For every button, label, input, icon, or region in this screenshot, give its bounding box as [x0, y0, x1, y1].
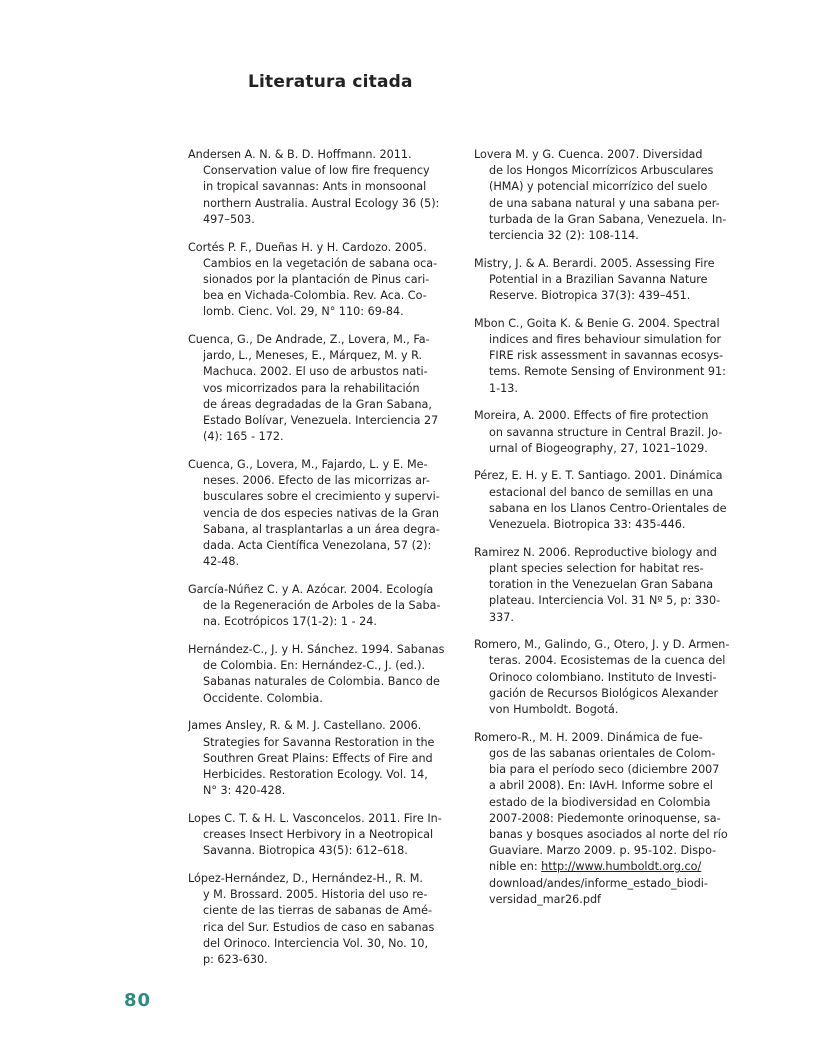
- reference-line: García-Núñez C. y A. Azócar. 2004. Ecología: [188, 582, 434, 596]
- reference-line: von Humboldt. Bogotá.: [489, 703, 619, 717]
- reference-line: bia para el período seco (diciembre 2007: [489, 763, 720, 777]
- reference-line: Cuenca, G., De Andrade, Z., Lovera, M., Fa-: [188, 333, 430, 347]
- reference-line: busculares sobre el crecimiento y supervi-: [203, 490, 440, 504]
- reference-line: del Orinoco. Interciencia Vol. 30, No. 10,: [203, 936, 429, 950]
- reference-entry: [188, 642, 456, 707]
- reference-line: p: 623-630.: [203, 952, 268, 966]
- reference-line: Sabanas naturales de Colombia. Banco de: [203, 675, 440, 689]
- reference-line: northern Australia. Austral Ecology 36 (5):: [203, 196, 440, 210]
- reference-line: Venezuela. Biotropica 33: 435-446.: [489, 518, 686, 532]
- page-number: 80: [124, 990, 152, 1011]
- reference-line: Cambios en la vegetación de sabana oca-: [203, 256, 438, 270]
- reference-line: indices and fires behaviour simulation for: [489, 333, 722, 347]
- reference-line: nible en: http://www.humboldt.org.co/: [489, 860, 702, 874]
- reference-line: de los Hongos Micorrízicos Arbusculares: [489, 164, 714, 178]
- reference-line: bea en Vichada-Colombia. Rev. Aca. Co-: [203, 289, 427, 303]
- reference-line: López-Hernández, D., Hernández-H., R. M.: [188, 871, 423, 885]
- reference-line: Strategies for Savanna Restoration in the: [203, 735, 435, 749]
- reference-line: rica del Sur. Estudios de caso en sabanas: [203, 920, 435, 934]
- reference-line: Reserve. Biotropica 37(3): 439–451.: [489, 289, 691, 303]
- reference-line: de Colombia. En: Hernández-C., J. (ed.).: [203, 659, 426, 673]
- reference-line: plant species selection for habitat res-: [489, 561, 704, 575]
- reference-line: gos de las sabanas orientales de Colom-: [489, 747, 716, 760]
- reference-line: ciente de las tierras de sabanas de Amé-: [203, 904, 433, 918]
- reference-line: on savanna structure in Central Brazil. Jo-: [489, 425, 723, 439]
- reference-line: 1-13.: [489, 381, 518, 395]
- reference-entry: [188, 811, 456, 860]
- left-reference-column: [188, 147, 456, 980]
- reference-line: versidad_mar26.pdf: [489, 892, 601, 906]
- reference-line: Cuenca, G., Lovera, M., Fajardo, L. y E. Me-: [188, 457, 428, 471]
- section-heading: Literatura citada: [248, 72, 413, 92]
- right-reference-column: [474, 147, 742, 920]
- reference-line: vos micorrizados para la rehabilitación: [203, 381, 420, 395]
- reference-line: 42-48.: [203, 555, 240, 569]
- reference-line: Potential in a Brazilian Savanna Nature: [489, 272, 708, 286]
- url-link[interactable]: http://www.humboldt.org.co/: [541, 860, 702, 874]
- reference-line: estado de la biodiversidad en Colombia: [489, 795, 711, 809]
- reference-line: Estado Bolívar, Venezuela. Interciencia 27: [203, 414, 439, 428]
- reference-entry: [188, 871, 456, 968]
- reference-line: sabana en los Llanos Centro-Orientales de: [489, 501, 727, 515]
- reference-entry: [474, 408, 742, 457]
- reference-line: turbada de la Gran Sabana, Venezuela. In-: [489, 212, 727, 226]
- reference-line: Lopes C. T. & H. L. Vasconcelos. 2011. Fire In-: [188, 811, 442, 825]
- reference-line: jardo, L., Meneses, E., Márquez, M. y R.: [203, 349, 423, 363]
- reference-line: Moreira, A. 2000. Effects of fire protection: [474, 409, 709, 423]
- reference-entry: [188, 582, 456, 631]
- reference-entry: [188, 457, 456, 570]
- reference-line: tems. Remote Sensing of Environment 91:: [489, 365, 726, 379]
- reference-line: (HMA) y potencial micorrízico del suelo: [489, 180, 708, 194]
- reference-entry: [188, 240, 456, 321]
- reference-line: James Ansley, R. & M. J. Castellano. 2006.: [188, 719, 422, 733]
- reference-line: Lovera M. y G. Cuenca. 2007. Diversidad: [474, 148, 703, 161]
- reference-line: Hernández-C., J. y H. Sánchez. 1994. Sabanas: [188, 642, 445, 656]
- reference-line: de una sabana natural y una sabana per-: [489, 196, 720, 210]
- reference-line: Conservation value of low fire frequency: [203, 164, 430, 178]
- reference-line: Pérez, E. H. y E. T. Santiago. 2001. Dinámica: [474, 469, 723, 483]
- reference-line: plateau. Interciencia Vol. 31 Nº 5, p: 330-: [489, 594, 721, 608]
- reference-line: na. Ecotrópicos 17(1-2): 1 - 24.: [203, 615, 377, 629]
- reference-line: teras. 2004. Ecosistemas de la cuenca del: [489, 654, 726, 668]
- reference-line: in tropical savannas: Ants in monsoonal: [203, 180, 427, 194]
- reference-line: Guaviare. Marzo 2009. p. 95-102. Dispo-: [489, 844, 717, 858]
- reference-line: creases Insect Herbivory in a Neotropical: [203, 828, 434, 842]
- reference-line: Mbon C., Goita K. & Benie G. 2004. Spectral: [474, 316, 720, 330]
- reference-line: Machuca. 2002. El uso de arbustos nati-: [203, 365, 428, 379]
- reference-entry: [474, 730, 742, 908]
- reference-entry: [188, 147, 456, 228]
- reference-line: Savanna. Biotropica 43(5): 612–618.: [203, 844, 408, 858]
- reference-line: (4): 165 - 172.: [203, 430, 284, 444]
- reference-line: y M. Brossard. 2005. Historia del uso re-: [203, 888, 428, 902]
- reference-entry: [188, 332, 456, 445]
- reference-line: sionados por la plantación de Pinus cari-: [203, 272, 430, 286]
- reference-line: Orinoco colombiano. Instituto de Investi-: [489, 670, 717, 684]
- reference-line: neses. 2006. Efecto de las micorrizas ar-: [203, 474, 430, 488]
- reference-line: de áreas degradadas de la Gran Sabana,: [203, 397, 432, 411]
- reference-entry: [474, 545, 742, 626]
- reference-entry: [474, 147, 742, 244]
- reference-line: lomb. Cienc. Vol. 29, N° 110: 69-84.: [203, 305, 404, 319]
- reference-line: download/andes/informe_estado_biodi-: [489, 876, 708, 890]
- reference-line: Romero, M., Galindo, G., Otero, J. y D. Armen-: [474, 638, 730, 652]
- reference-line: 337.: [489, 610, 514, 624]
- reference-entry: [474, 256, 742, 305]
- reference-entry: [474, 468, 742, 533]
- reference-line: FIRE risk assessment in savannas ecosys-: [489, 349, 724, 363]
- reference-line: Ramirez N. 2006. Reproductive biology and: [474, 545, 717, 559]
- reference-line: Sabana, al trasplantarlas a un área degra-: [203, 522, 440, 536]
- reference-line: terciencia 32 (2): 108-114.: [489, 229, 639, 243]
- reference-line: estacional del banco de semillas en una: [489, 485, 714, 499]
- reference-line: Herbicides. Restoration Ecology. Vol. 14,: [203, 767, 428, 781]
- reference-line: vencia de dos especies nativas de la Gran: [203, 506, 439, 520]
- reference-line: Romero-R., M. H. 2009. Dinámica de fue-: [474, 730, 703, 744]
- reference-line: Andersen A. N. & B. D. Hoffmann. 2011.: [188, 148, 412, 161]
- reference-line: toration in the Venezuelan Gran Sabana: [489, 578, 714, 592]
- reference-line: gación de Recursos Biológicos Alexander: [489, 686, 719, 700]
- reference-line: Cortés P. F., Dueñas H. y H. Cardozo. 2005.: [188, 240, 427, 254]
- reference-line: banas y bosques asociados al norte del río: [489, 828, 728, 842]
- reference-entry: [188, 718, 456, 799]
- reference-line: Occidente. Colombia.: [203, 691, 323, 705]
- reference-entry: [474, 637, 742, 718]
- reference-line: N° 3: 420-428.: [203, 784, 286, 798]
- reference-line: Southren Great Plains: Effects of Fire and: [203, 751, 433, 765]
- reference-line: urnal of Biogeography, 27, 1021–1029.: [489, 441, 708, 455]
- reference-entry: [474, 316, 742, 397]
- reference-line: dada. Acta Científica Venezolana, 57 (2):: [203, 538, 432, 552]
- reference-line: a abril 2008). En: IAvH. Informe sobre el: [489, 779, 713, 793]
- reference-line: 497–503.: [203, 212, 255, 226]
- reference-line: Mistry, J. & A. Berardi. 2005. Assessing Fire: [474, 256, 715, 270]
- reference-line: 2007-2008: Piedemonte orinoquense, sa-: [489, 811, 721, 825]
- reference-line: de la Regeneración de Arboles de la Saba-: [203, 599, 441, 613]
